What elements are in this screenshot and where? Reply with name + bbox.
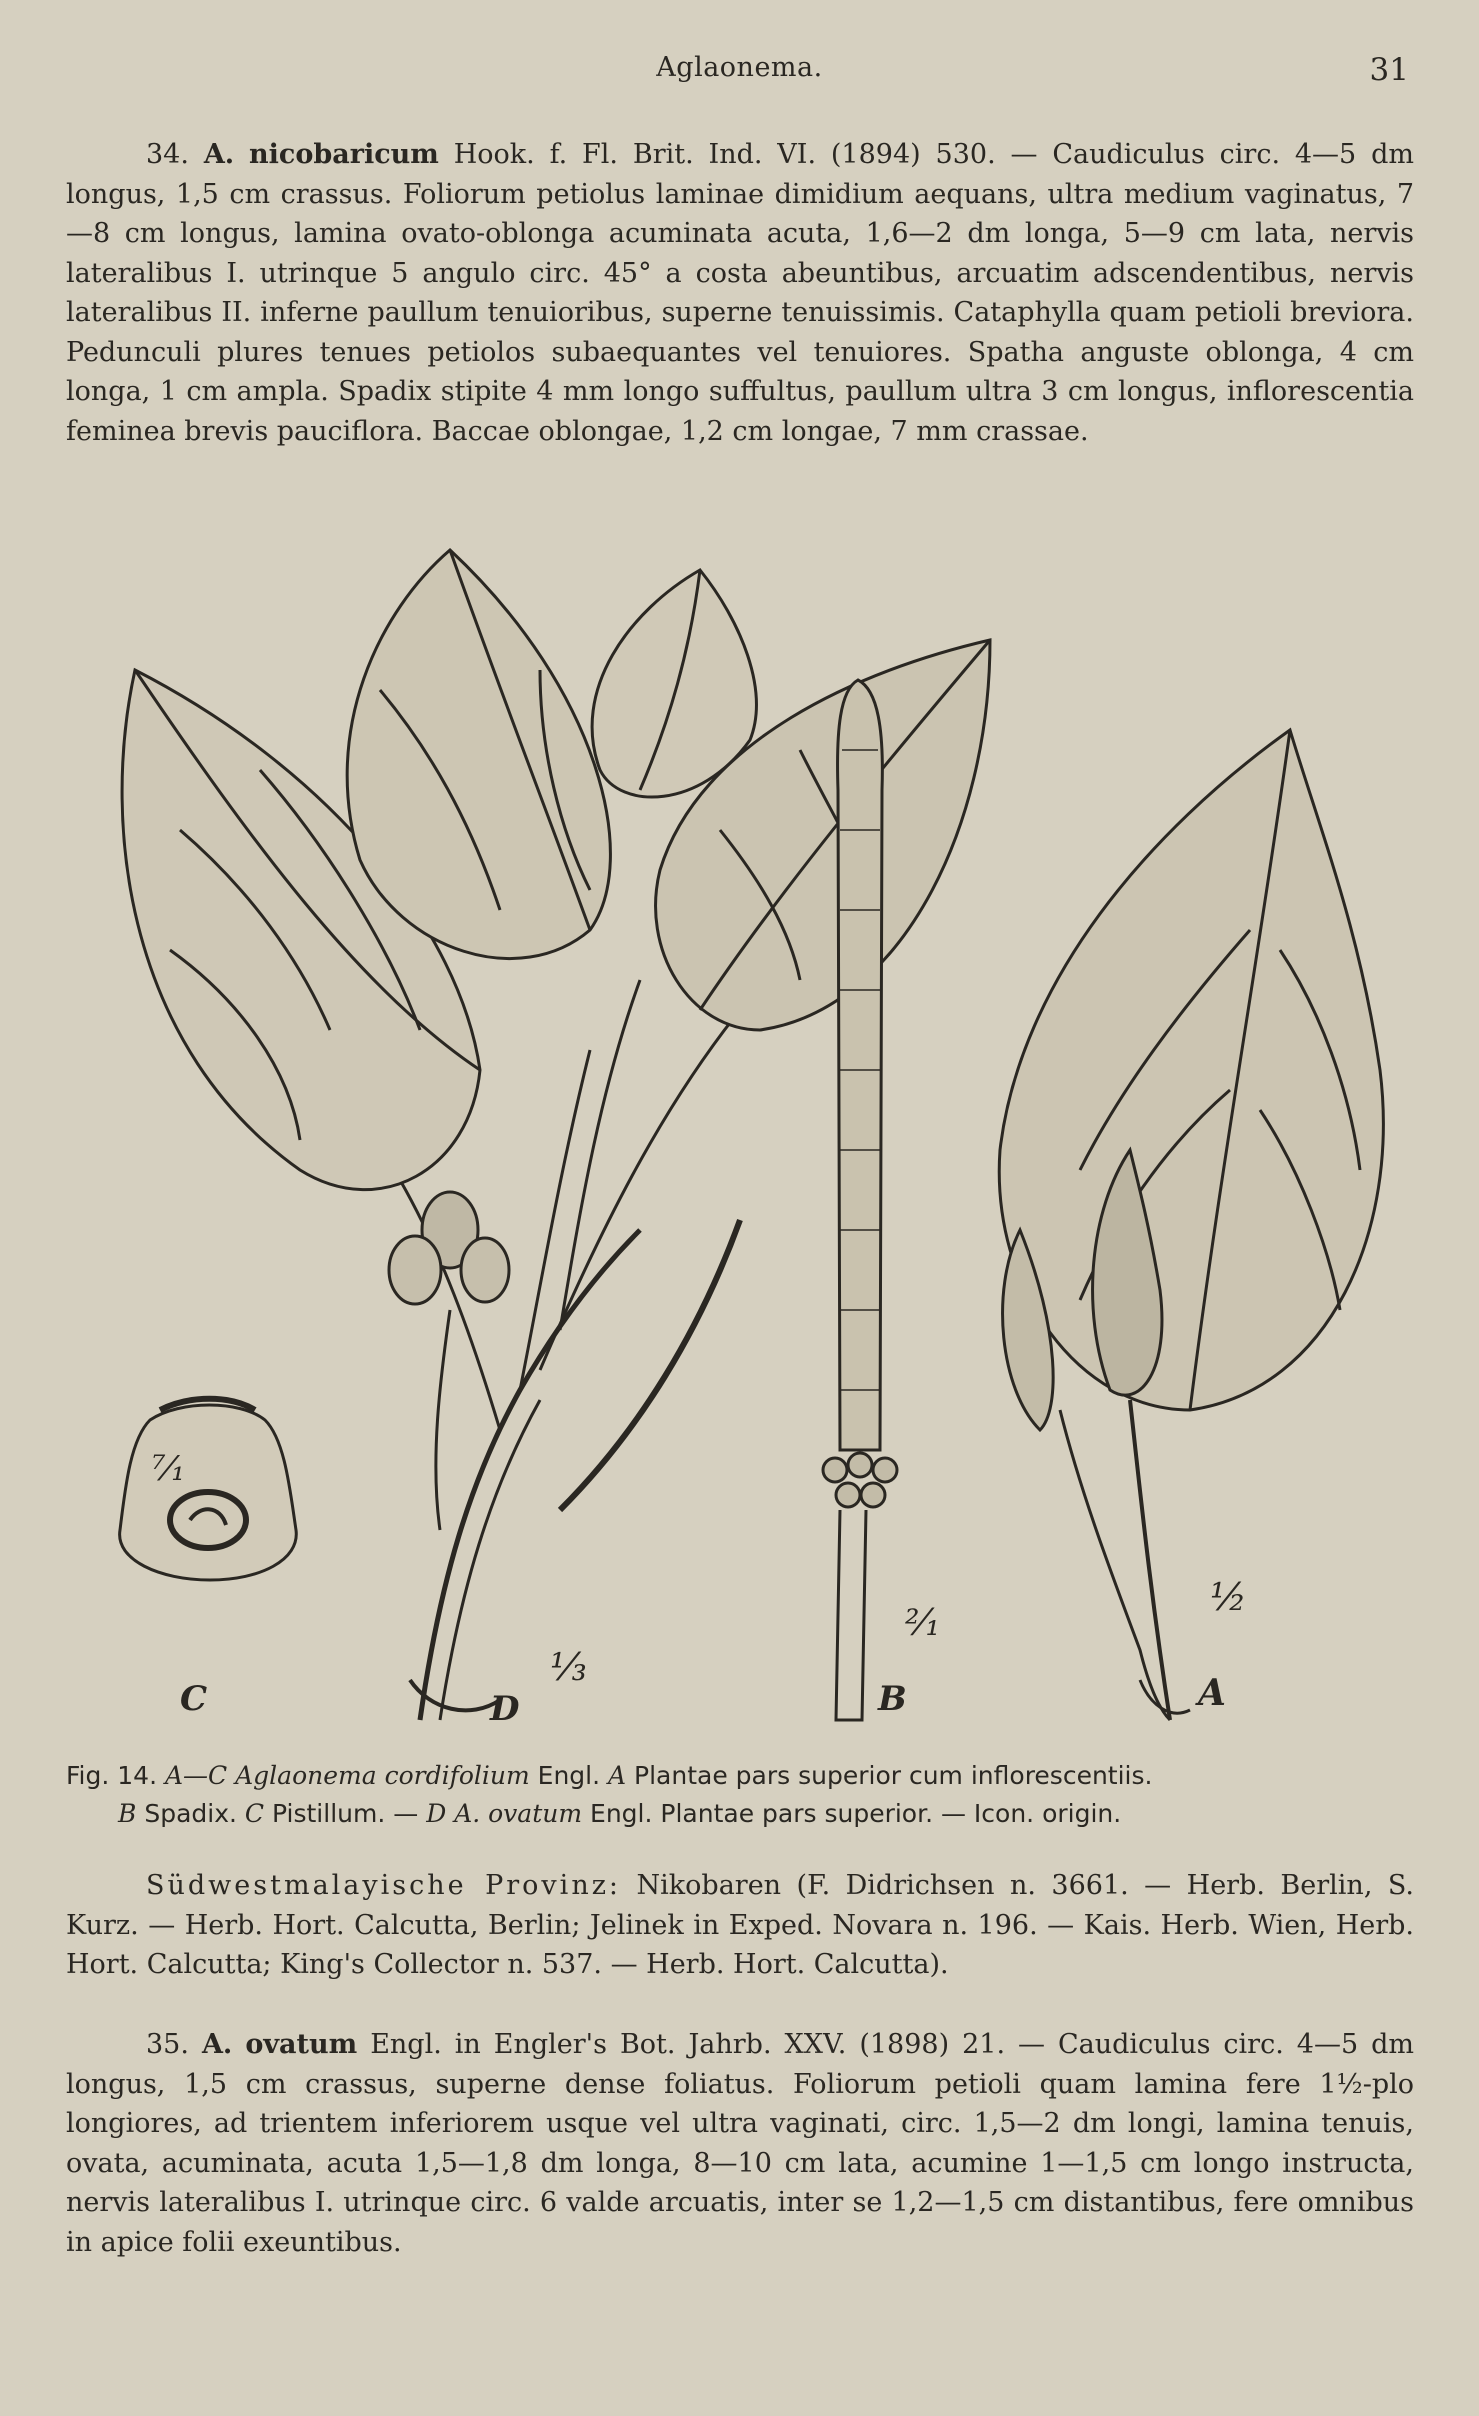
province-name: Südwestmalayische Provinz: [146,1870,622,1901]
caption-desc-d: Engl. Plantae pars superior. — Icon. origin. [590,1799,1122,1828]
running-title: Aglaonema. [656,52,823,83]
genus-abbreviation: A. [201,2029,233,2060]
plant-illustration [0,530,1479,1750]
figure-c-pistil [120,1399,297,1580]
caption-letter-b: B [118,1799,137,1828]
label-d: D [490,1689,520,1729]
figure-a-plant [999,730,1383,1720]
caption-species-2: A. ovatum [454,1799,583,1828]
entry-text: Engl. in Engler's Bot. Jahrb. XXV. (1898) 21. — Caudiculus circ. 4—5 dm longus, 1,5 cm crassus, superne dense foliatus. Foliorum petioli quam lamina fere 1½-plo longiores, ad trientem inferiorem usque vel ultra vaginati, circ. 1,5—2 dm longi, lamina tenuis, ovata, acuminata, acuta 1,5—1,8 dm longa, 8—10 cm lata, acumine 1—1,5 cm longo instructa, nervis lateralibus I. utrinque circ. 6 valde arcuatis, inter se 1,2—1,5 cm distantibus, fere omnibus in apice folii exeuntibus. [66,2029,1415,2258]
label-b: B [878,1679,907,1719]
scale-b: ²⁄₁ [905,1603,940,1644]
caption-letter-d: D [426,1799,447,1828]
caption-letter-a: A [608,1761,627,1790]
entry-number: 35. [146,2029,189,2060]
figure-number: Fig. 14. [66,1761,158,1790]
scale-c: ⁷⁄₁ [152,1449,185,1489]
species-name: ovatum [245,2029,358,2060]
distribution-paragraph [66,1866,1414,1985]
entry-text: Hook. f. Fl. Brit. Ind. VI. (1894) 530. — Caudiculus circ. 4—5 dm longus, 1,5 cm crassus. Foliorum petiolus laminae dimidium aequans, ultra medium vaginatus, 7—8 cm longus, lamina ovato-oblonga acuminata acuta, 1,6—2 dm longa, 5—9 cm lata, nervis lateralibus I. utrinque 5 angulo circ. 45° a costa abeuntibus, arcuatim adscendentibus, nervis lateralibus II. inferne paullum tenuioribus, superne tenuissimis. Cataphylla quam petioli breviora. Pedunculi plures tenues petiolos subaequantes vel tenuiores. Spatha anguste oblonga, 4 cm longa, 1 cm ampla. Spadix stipite 4 mm longo suffultus, paullum ultra 3 cm longus, inflorescentia feminea brevis pauciflora. Baccae oblongae, 1,2 cm longae, 7 mm crassae. [66,139,1414,447]
scale-a: ½ [1210,1575,1247,1619]
caption-letter-c: C [244,1799,265,1828]
genus-abbreviation: A. [203,139,235,170]
caption-species-1: Aglaonema cordifolium [235,1761,530,1790]
entry-35 [66,2025,1414,2262]
figure-caption [66,1757,1414,1833]
caption-range: A—C [164,1761,228,1790]
label-c: C [180,1679,208,1719]
species-name: nicobaricum [249,139,439,170]
caption-author-1: Engl. [537,1761,601,1790]
distribution-text: Nikobaren (F. Didrichsen n. 3661. — Herb. Berlin, S. Kurz. — Herb. Hort. Calcutta, Berlin; Jelinek in Exped. Novara n. 196. — Kais. Herb. Wien, Herb. Hort. Calcutta; King's Collector n. 537. — Herb. Hort. Calcutta). [66,1870,1414,1980]
caption-desc-c: Pistillum. — [272,1799,419,1828]
entry-34 [66,135,1414,451]
label-a: A [1198,1672,1226,1714]
caption-desc-b: Spadix. [144,1799,237,1828]
caption-desc-a: Plantae pars superior cum inflorescentiis. [634,1761,1153,1790]
page-number: 31 [1369,52,1409,88]
entry-number: 34. [146,139,189,170]
botanical-figure [0,530,1479,1750]
scale-d: ⅓ [550,1645,587,1689]
